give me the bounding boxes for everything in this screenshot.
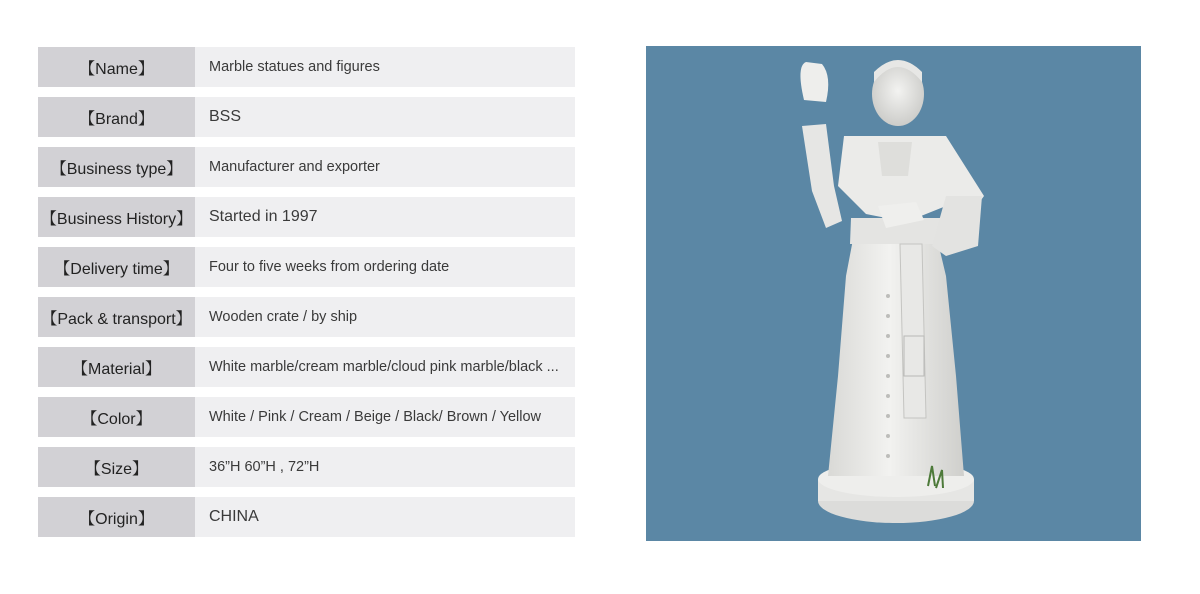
raised-arm xyxy=(802,124,842,228)
spec-label: 【Color】 xyxy=(38,397,195,437)
spec-table xyxy=(38,47,575,547)
spec-row-color xyxy=(38,397,575,437)
spec-label: 【Brand】 xyxy=(38,97,195,137)
marble-pope-statue-image xyxy=(646,46,1141,541)
spec-value: White / Pink / Cream / Beige / Black/ Brown / Yellow xyxy=(209,409,542,425)
spec-label: 【Business History】 xyxy=(38,197,195,237)
spec-label: 【Material】 xyxy=(38,347,195,387)
spec-value: Manufacturer and exporter xyxy=(209,159,380,175)
spec-label: 【Origin】 xyxy=(38,497,195,537)
spec-value: Marble statues and figures xyxy=(209,59,380,75)
spec-row-business-type xyxy=(38,147,575,187)
spec-value: White marble/cream marble/cloud pink marble/black ... xyxy=(209,359,559,375)
spec-value: CHINA xyxy=(209,508,259,525)
spec-label: 【Delivery time】 xyxy=(38,247,195,287)
spec-row-name xyxy=(38,47,575,87)
spec-row-pack-transport xyxy=(38,297,575,337)
sash-tail xyxy=(900,244,926,418)
spec-value: BSS xyxy=(209,108,242,125)
spec-row-size xyxy=(38,447,575,487)
spec-value: Started in 1997 xyxy=(209,208,318,225)
spec-row-delivery-time xyxy=(38,247,575,287)
spec-label: 【Name】 xyxy=(38,47,195,87)
spec-label: 【Business type】 xyxy=(38,147,195,187)
statue-robe xyxy=(828,234,964,476)
spec-value: Four to five weeks from ordering date xyxy=(209,259,450,275)
raised-hand xyxy=(800,62,828,102)
spec-row-origin xyxy=(38,497,575,537)
spec-row-brand xyxy=(38,97,575,137)
spec-value: 36”H 60”H , 72”H xyxy=(209,459,320,475)
spec-label: 【Pack & transport】 xyxy=(38,297,195,337)
statue-photo xyxy=(646,46,1141,541)
spec-row-business-history xyxy=(38,197,575,237)
spec-row-material xyxy=(38,347,575,387)
spec-label: 【Size】 xyxy=(38,447,195,487)
spec-value: Wooden crate / by ship xyxy=(209,309,358,325)
